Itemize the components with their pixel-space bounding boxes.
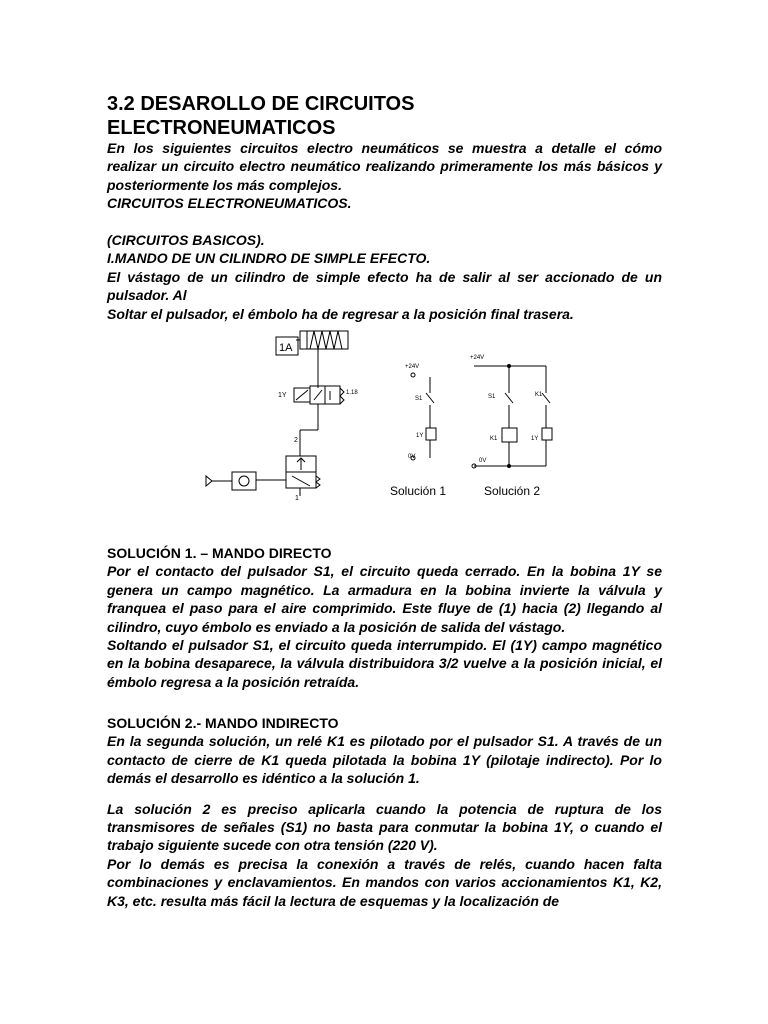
label-s1-a: S1 [415, 396, 423, 402]
caption-solution-2: Solución 2 [484, 484, 541, 498]
label-port-2: 2 [294, 437, 298, 444]
compressor-symbol [206, 476, 212, 486]
solution1-text-1: Por el contacto del pulsador S1, el circuito queda cerrado. En la bobina 1Y se genera un campo magnético. La armadura en la bobina invierte la válvula y franquea el paso para el aire comprimido. Este fluye de (1) hacia (2) llegando al cilindro, cuyo émbolo es enviado a la posición de salida del vástago. [107, 563, 662, 635]
label-k1-coil: K1 [490, 436, 498, 442]
title-line-1: 3.2 DESAROLLO DE CIRCUITOS [107, 93, 415, 115]
solution2-coil [542, 428, 552, 440]
label-0v-b: 0V [479, 458, 487, 464]
basics-desc-1: El vástago de un cilindro de simple efecto ha de salir al ser accionado de un pulsador. Al [107, 268, 662, 304]
air-service-unit [232, 472, 256, 490]
solution2-text-3: Por lo demás es precisa la conexión a través de relés, cuando hacen falta combinaciones y enclavamientos. En mandos con varios accionamientos K1, K2, K3, etc. resulta más fácil la lectura de esquemas y la localización de [107, 855, 662, 909]
solution2-heading: SOLUCIÓN 2.- MANDO INDIRECTO [107, 715, 339, 731]
label-0v-a: 0V [408, 454, 416, 460]
intro-text: En los siguientes circuitos electro neumáticos se muestra a detalle el cómo realizar un circuito electro neumático realizando primeramente los más básicos y posteriormente los más complejos. [107, 140, 662, 193]
label-port-1-18: 1.18 [346, 390, 358, 396]
caption-solution-1: Solución 1 [390, 484, 447, 498]
label-supply-2: +24V [470, 355, 485, 361]
solution2-text-2: La solución 2 es preciso aplicarla cuando la potencia de ruptura de los transmisores de señales (S1) no basta para conmutar la bobina 1Y, o cuando el trabajo siguiente sucede con otra tensión (220 V). [107, 800, 662, 854]
solution1-block [107, 544, 662, 691]
basics-item: I.MANDO DE UN CILINDRO DE SIMPLE EFECTO. [107, 250, 431, 267]
label-s1-b: S1 [488, 394, 496, 400]
section-label: CIRCUITOS ELECTRONEUMATICOS. [107, 195, 352, 212]
basics-heading: (CIRCUITOS BASICOS). [107, 232, 265, 248]
solution2-block [107, 714, 662, 910]
solution2-text-1: En la segunda solución, un relé K1 es pilotado por el pulsador S1. A través de un contacto de cierre de K1 queda pilotada la bobina 1Y (pilotaje indirecto). Por lo demás el desarrollo es idéntico a la solución 1. [107, 733, 662, 787]
cylinder-spring [310, 331, 342, 349]
relay-coil [502, 428, 517, 442]
label-1y-a: 1Y [416, 433, 424, 439]
label-1y-b: 1Y [531, 436, 539, 442]
label-supply-1: +24V [405, 364, 420, 370]
basics-desc-2: Soltar el pulsador, el émbolo ha de regresar a la posición final trasera. [107, 305, 574, 322]
label-k1-contact: K1 [535, 392, 543, 398]
solution1-heading: SOLUCIÓN 1. – MANDO DIRECTO [107, 545, 332, 561]
solution1-coil [426, 428, 436, 440]
title-line-2: ELECTRONEUMATICOS [107, 117, 336, 139]
label-1y-valve: 1Y [278, 392, 287, 399]
label-1a: 1A [279, 342, 293, 354]
label-port-1: 1 [295, 495, 299, 502]
solution1-text-2: Soltando el pulsador S1, el circuito queda interrumpido. El (1Y) campo magnético en la bobina desaparece, la válvula distribuidora 3/2 vuelve a la posición inicial, el émbolo regresa a la posición retraída. [107, 637, 662, 690]
